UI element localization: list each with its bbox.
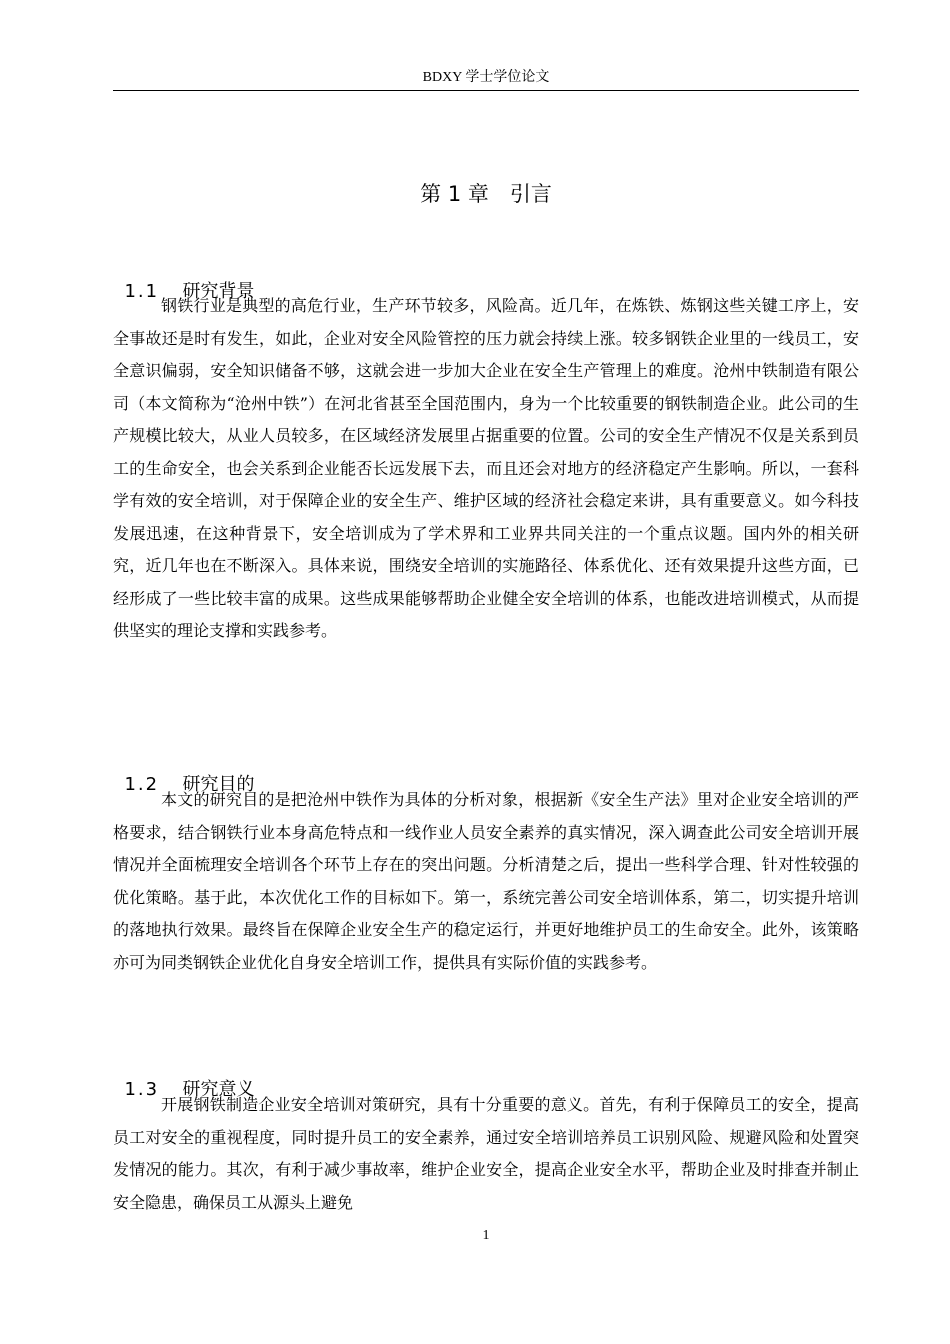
section-number: 1.1 xyxy=(124,281,160,302)
section-number: 1.2 xyxy=(124,774,160,795)
section-title: 研究目的 xyxy=(182,774,255,795)
page-number: 1 xyxy=(482,1228,490,1243)
section-paragraph: 钢铁行业是典型的高危行业，生产环节较多，风险高。近几年，在炼铁、炼钢这些关键工序上，安全事故还是时有发生，如此，企业对安全风险管控的压力就会持续上涨。较多钢铁企业里的一线员工，安全意识偏弱，安全知识储备不够，这就会进一步加大企业在安全生产管理上的难度。沧州中铁制造有限公司（本文简称为“沧州中铁”）在河北省甚至全国范围内，身为一个比较重要的钢铁制造企业。此公司的生产规模比较大，从业人员较多，在区域经济发展里占据重要的位置。公司的安全生产情况不仅是关系到员工的生命安全，也会关系到企业能否长远发展下去，而且还会对地方的经济稳定产生影响。所以，一套科学有效的安全培训，对于保障企业的安全生产、维护区域的经济社会稳定来讲，具有重要意义。如今科技发展迅速，在这种背景下，安全培训成为了学术界和工业界共同关注的一个重点议题。国内外的相关研究，近几年也在不断深入。具体来说，围绕安全培训的实施路径、体系优化、还有效果提升这些方面，已经形成了一些比较丰富的成果。这些成果能够帮助企业健全安全培训的体系，也能改进培训模式，从而提供坚实的理论支撑和实践参考。 xyxy=(113,296,859,640)
section-title: 研究意义 xyxy=(182,1079,255,1100)
running-header xyxy=(113,68,859,91)
section-paragraph: 开展钢铁制造企业安全培训对策研究，具有十分重要的意义。首先，有利于保障员工的安全，提高员工对安全的重视程度，同时提升员工的安全素养，通过安全培训培养员工识别风险、规避风险和处置突发情况的能力。其次，有利于减少事故率，维护企业安全，提高企业安全水平，帮助企业及时排查并制止安全隐患，确保员工从源头上避免 xyxy=(113,1095,859,1212)
section-title: 研究背景 xyxy=(182,281,255,302)
running-header-title: BDXY 学士学位论文 xyxy=(422,70,550,85)
section-number: 1.3 xyxy=(124,1079,160,1100)
section-paragraph: 本文的研究目的是把沧州中铁作为具体的分析对象，根据新《安全生产法》里对企业安全培训的严格要求，结合钢铁行业本身高危特点和一线作业人员安全素养的真实情况，深入调查此公司安全培训开展情况并全面梳理安全培训各个环节上存在的突出问题。分析清楚之后，提出一些科学合理、针对性较强的优化策略。基于此，本次优化工作的目标如下。第一，系统完善公司安全培训体系，第二，切实提升培训的落地执行效果。最终旨在保障企业安全生产的稳定运行，并更好地维护员工的生命安全。此外，该策略亦可为同类钢铁企业优化自身安全培训工作，提供具有实际价值的实践参考。 xyxy=(113,790,859,972)
chapter-title: 第 1 章 引言 xyxy=(420,182,552,206)
